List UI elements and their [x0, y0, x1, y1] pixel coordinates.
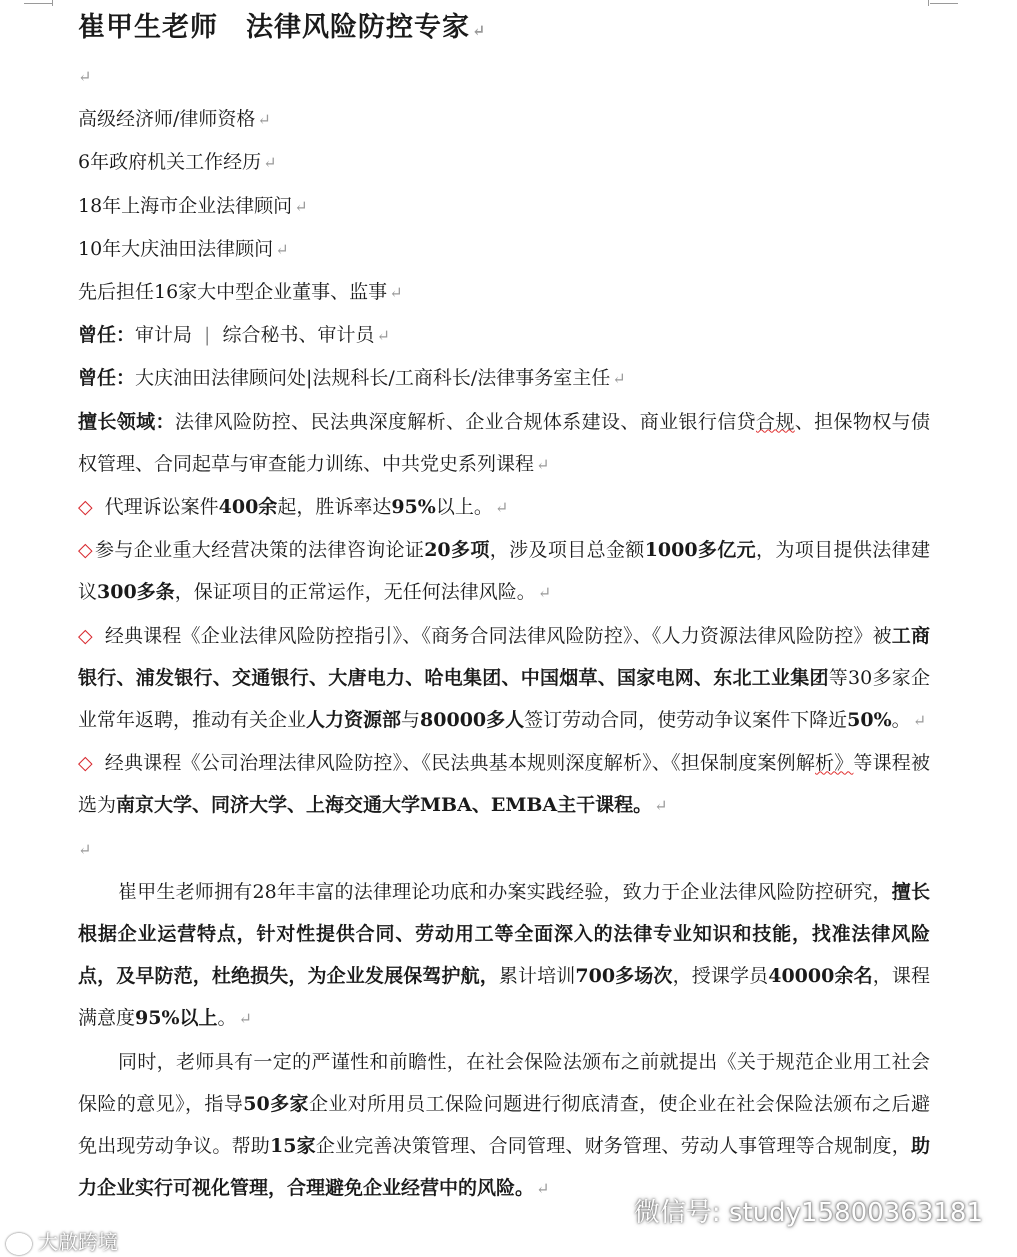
paragraph-mark: ↵ [78, 67, 92, 86]
bullet-bold: 50% [847, 709, 892, 732]
page-corner-mark-right [928, 0, 929, 6]
page-corner-mark-left [52, 0, 53, 6]
diamond-bullet-icon: ◇ [78, 496, 93, 519]
paragraph-mark: ↵ [257, 110, 271, 130]
credential-text: 6年政府机关工作经历 [78, 151, 262, 174]
expertise-text-cont: 、担保物权与债权管理、合同起草与审查能力训练、中共党史系列课程 [78, 410, 930, 475]
diamond-bullet-icon: ◇ [78, 624, 93, 647]
diamond-bullet-icon: ◇ [78, 752, 93, 775]
credential-line [78, 185, 930, 228]
credential-line [78, 98, 930, 141]
credential-line [78, 141, 930, 184]
intro-paragraph [78, 871, 930, 1041]
page-corner-mark-right-h [930, 3, 958, 4]
bullet-text: 起，胜诉率达 [277, 496, 392, 519]
bullet-text: 。 [891, 709, 911, 732]
para-text: 崔甲生老师拥有28年丰富的法律理论功底和办案实践经验，致力于企业法律风险防控研究， [118, 880, 892, 903]
bullet-bold: 工商银行、浦发银行、交通银行、大唐电力、哈电集团、中国烟草、国家电网、东北工业集团 [78, 624, 930, 689]
para-text: ，课程满意度 [78, 965, 930, 1030]
para-text: 企业完善决策管理、合同管理、财务管理、劳动人事管理等合规制度， [315, 1135, 911, 1158]
former-position-2 [78, 357, 930, 400]
para-text: ，授课学员 [672, 965, 769, 988]
para-bold: 40000余名 [768, 965, 873, 988]
bullet-text: 代理诉讼案件 [104, 496, 219, 519]
para-bold: 700多场次 [575, 965, 673, 988]
paragraph-mark: ↵ [536, 454, 550, 474]
paragraph-mark: ↵ [537, 583, 552, 603]
title-role: 法律风险防控专家 [246, 12, 470, 43]
credential-line [78, 271, 930, 314]
document-title [78, 8, 930, 51]
bullet-text: 以上。 [435, 496, 493, 519]
former-position-1 [78, 314, 930, 357]
para-bold: 50多家 [243, 1092, 309, 1115]
empty-line [78, 55, 930, 98]
bullet-bold: 400余 [218, 496, 278, 519]
wechat-watermark [634, 1192, 983, 1229]
credential-text: 10年大庆油田法律顾问 [78, 237, 274, 260]
foresight-paragraph [78, 1041, 930, 1211]
spellcheck-text: 合规 [755, 410, 795, 433]
para-bold: 擅长根据企业运营特点，针对性提供合同、劳动用工等全面深入的法律专业知识和技能，找准法律风险点，及早防范，杜绝损失，为企业发展保驾护航， [78, 880, 930, 988]
brand-watermark [6, 1226, 118, 1255]
paragraph-mark: ↵ [376, 326, 390, 346]
bullet-text: 经典课程《公司治理法律风险防控》、《民法典基本规则深度解析》、《担保制度案例解 [104, 752, 816, 775]
wechat-watermark-text: 微信号: study15800363181 [633, 1198, 983, 1228]
para-text: 企业对所用员工保险问题进行彻底清查，使企业在社会保险法颁布之后避免出现劳动争议。帮助 [78, 1092, 930, 1158]
paragraph-mark: ↵ [472, 21, 487, 40]
bullet-text: ，为项目提供法律建议 [78, 539, 930, 604]
bullet-item-2 [78, 529, 930, 614]
paragraph-mark: ↵ [238, 1009, 252, 1029]
paragraph-mark: ↵ [494, 498, 509, 518]
bullet-item-1 [78, 486, 930, 529]
para-bold: 助力企业实行可视化管理，合理避免企业经营中的风险。 [78, 1135, 930, 1200]
expertise-text: 法律风险防控、民法典深度解析、企业合规体系建设、商业银行信贷 [174, 410, 756, 433]
former-label: 曾任： [78, 367, 136, 390]
bullet-bold: 人力资源部 [306, 709, 402, 732]
bullet-text: ，涉及项目总金额 [489, 539, 645, 562]
para-text: 累计培训 [498, 965, 576, 988]
paragraph-mark: ↵ [389, 283, 403, 303]
bullet-bold: 1000多亿元 [644, 539, 757, 562]
bullet-bold: 南京大学、同济大学、上海交通大学MBA、EMBA主干课程。 [116, 794, 653, 817]
bullet-text: ，保证项目的正常运作，无任何法律风险。 [174, 581, 536, 604]
brand-logo-icon [6, 1233, 32, 1255]
paragraph-mark: ↵ [654, 796, 668, 816]
bullet-text: 经典课程《企业法律风险防控指引》、《商务合同法律风险防控》、《人力资源法律风险防控》被 [104, 624, 892, 647]
paragraph-mark: ↵ [912, 711, 927, 731]
former-label: 曾任： [78, 324, 136, 347]
bullet-bold: 20多项 [424, 539, 490, 562]
para-bold: 95%以上 [135, 1007, 218, 1030]
credential-text: 高级经济师/律师资格 [78, 108, 256, 131]
document-body [78, 8, 930, 1210]
paragraph-mark: ↵ [612, 369, 626, 389]
bullet-bold: 95% [391, 496, 436, 519]
credential-text: 先后担任16家大中型企业董事、监事 [78, 281, 388, 304]
brand-watermark-text: 大啟跨境 [38, 1230, 118, 1254]
bullet-text: 参与企业重大经营决策的法律咨询论证 [94, 539, 425, 562]
para-text: 。 [217, 1007, 237, 1030]
former-role: 综合秘书、审计员 [222, 324, 375, 347]
title-name: 崔甲生老师 [78, 12, 218, 43]
paragraph-mark: ↵ [263, 153, 277, 173]
expertise-paragraph [78, 401, 930, 486]
expertise-label: 擅长领域： [78, 410, 175, 433]
credential-text: 18年上海市企业法律顾问 [78, 194, 293, 217]
empty-line [78, 828, 930, 871]
paragraph-mark: ↵ [78, 839, 92, 859]
former-text: 大庆油田法律顾问处|法规科长/工商科长/法律事务室主任 [135, 367, 611, 390]
bullet-bold: 80000多人 [420, 709, 525, 732]
paragraph-mark: ↵ [294, 196, 308, 216]
bullet-item-4 [78, 742, 930, 827]
bullet-text: 与 [401, 709, 421, 732]
page-corner-mark-left-h [24, 3, 52, 4]
bullet-item-3 [78, 615, 930, 743]
para-bold: 15家 [269, 1135, 316, 1158]
bullet-text: 等课程被选为 [78, 752, 930, 817]
bullet-text: 签订劳动合同，使劳动争议案件下降近 [524, 709, 848, 732]
former-separator: | [204, 324, 211, 347]
credential-line [78, 228, 930, 271]
bullet-text: 等30多家企业常年返聘，推动有关企业 [78, 666, 930, 732]
former-org: 审计局 [135, 324, 193, 347]
paragraph-mark: ↵ [275, 239, 289, 259]
diamond-bullet-icon: ◇ [78, 539, 93, 562]
para-text: 同时，老师具有一定的严谨性和前瞻性，在社会保险法颁布之前就提出《关于规范企业用工社会保险的意见》，指导 [78, 1050, 930, 1115]
spellcheck-text: 析》 [815, 752, 854, 775]
bullet-bold: 300多条 [97, 581, 175, 604]
paragraph-mark: ↵ [536, 1179, 550, 1199]
